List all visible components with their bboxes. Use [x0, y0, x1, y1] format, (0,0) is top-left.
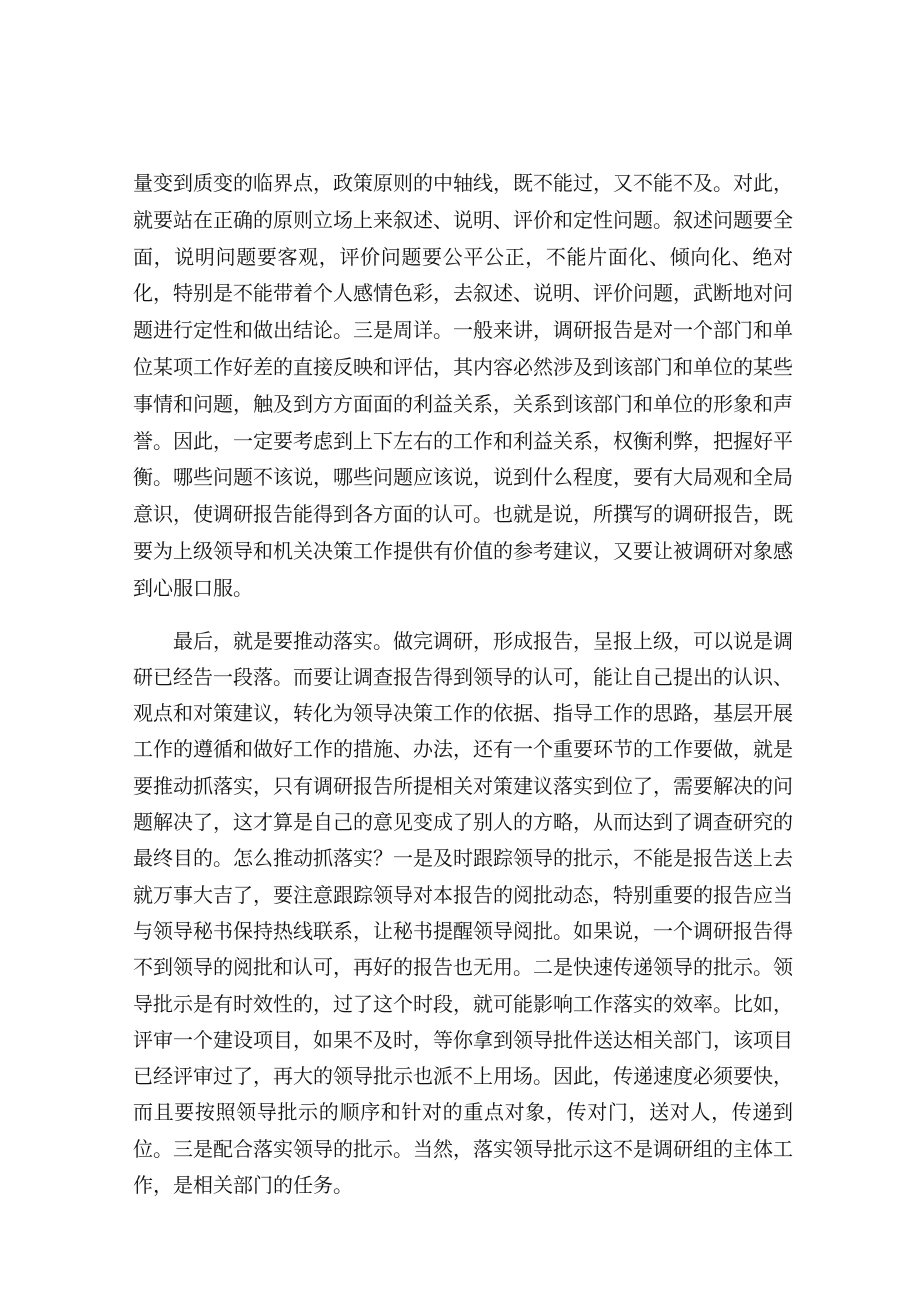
paragraph-promote-implementation: 最后，就是要推动落实。做完调研，形成报告，呈报上级，可以说是调研已经告一段落。而要让调查报告得到领导的认可，能让自己提出的认识、观点和对策建议，转化为领导决策工作的依据、指导工作的思路，基层开展工作的遵循和做好工作的措施、办法，还有一个重要环节的工作要做，就是要推动抓落实，只有调研报告所提相关对策建议落实到位了，需要解决的问题解决了，这才算是自己的意见变成了别人的方略，从而达到了调查研究的最终目的。怎么推动抓落实？一是及时跟踪领导的批示，不能是报告送上去就万事大吉了，要注意跟踪领导对本报告的阅批动态，特别重要的报告应当与领导秘书保持热线联系，让秘书提醒领导阅批。如果说，一个调研报告得不到领导的阅批和认可，再好的报告也无用。二是快速传递领导的批示。领导批示是有时效性的，过了这个时段，就可能影响工作落实的效率。比如，评审一个建设项目，如果不及时，等你拿到领导批件送达相关部门，该项目已经评审过了，再大的领导批示也派不上用场。因此，传递速度必须要快，而且要按照领导批示的顺序和针对的重点对象，传对门，送对人，传递到位。三是配合落实领导的批示。当然，落实领导批示这不是调研组的主体工作，是相关部门的任务。	[133, 628, 793, 1198]
paragraph-continuation: 量变到质变的临界点，政策原则的中轴线，既不能过，又不能不及。对此，就要站在正确的原则立场上来叙述、说明、评价和定性问题。叙述问题要全面，说明问题要客观，评价问题要公平公正，不能片面化、倾向化、绝对化，特别是不能带着个人感情色彩，去叙述、说明、评价问题，武断地对问题进行定性和做出结论。三是周详。一般来讲，调研报告是对一个部门和单位某项工作好差的直接反映和评估，其内容必然涉及到该部门和单位的某些事情和问题，触及到方方面面的利益关系，关系到该部门和单位的形象和声誉。因此，一定要考虑到上下左右的工作和利益关系，权衡利弊，把握好平衡。哪些问题不该说，哪些问题应该说，说到什么程度，要有大局观和全局意识，使调研报告能得到各方面的认可。也就是说，所撰写的调研报告，既要为上级领导和机关决策工作提供有价值的参考建议，又要让被调研对象感到心服口服。	[133, 171, 793, 600]
document-body	[133, 165, 793, 1203]
